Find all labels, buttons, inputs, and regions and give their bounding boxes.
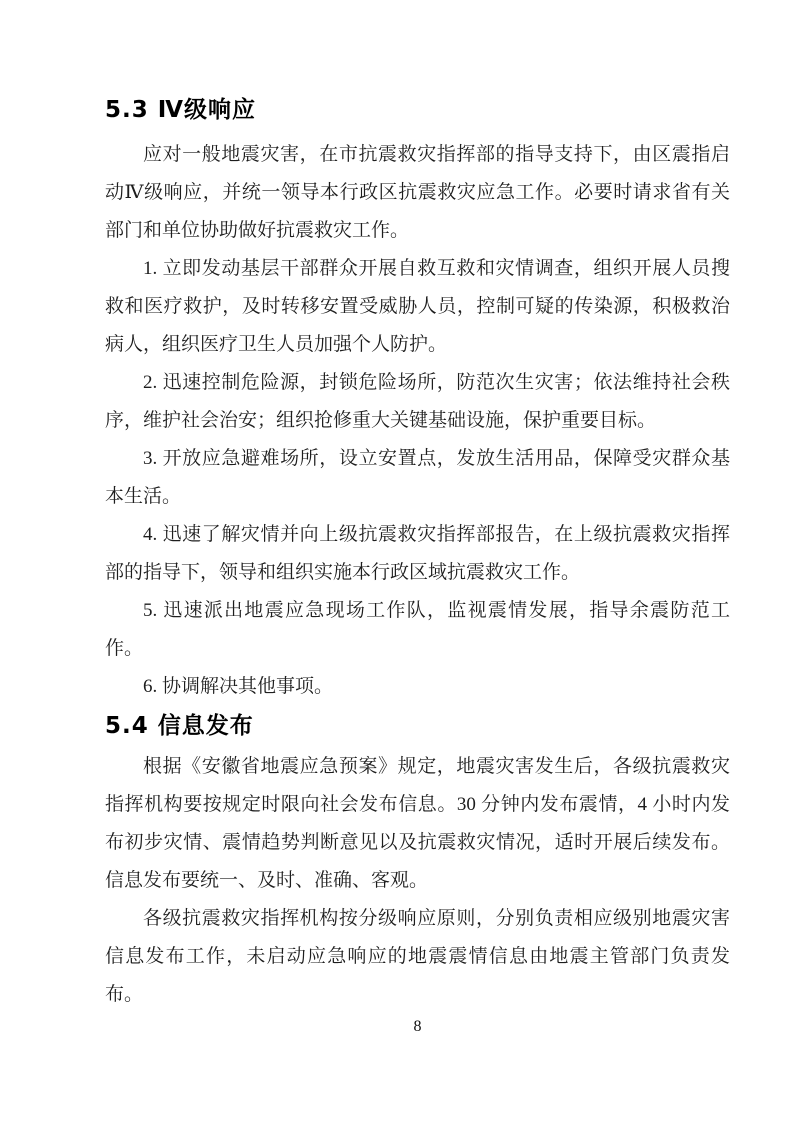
para-measure-1-rescue: 1. 立即发动基层干部群众开展自救互救和灾情调查，组织开展人员搜救和医疗救护，及时转移安置受威胁人员，控制可疑的传染源，积极救治病人，组织医疗卫生人员加强个人防护。	[105, 258, 730, 355]
page-number: 8	[413, 1018, 422, 1035]
page-content	[105, 92, 730, 1014]
para-measure-4-report: 4. 迅速了解灾情并向上级抗震救灾指挥部报告，在上级抗震救灾指挥部的指导下，领导和组织实施本行政区域抗震救灾工作。	[105, 524, 730, 583]
para-measure-3-shelter: 3. 开放应急避难场所，设立安置点，发放生活用品，保障受灾群众基本生活。	[105, 448, 730, 507]
para-level4-response-intro: 应对一般地震灾害，在市抗震救灾指挥部的指导支持下，由区震指启动Ⅳ级响应，并统一领导本行政区抗震救灾应急工作。必要时请求省有关部门和单位协助做好抗震救灾工作。	[105, 144, 730, 241]
para-info-release-timing: 根据《安徽省地震应急预案》规定，地震灾害发生后，各级抗震救灾指挥机构要按规定时限向社会发布信息。30 分钟内发布震情，4 小时内发布初步灾情、震情趋势判断意见以及抗震救灾情况，适时开展后续发布。信息发布要统一、及时、准确、客观。	[105, 756, 730, 891]
section-heading-info-release: 5.4 信息发布	[105, 713, 254, 739]
section-heading-level4-response: 5.3 Ⅳ级响应	[105, 97, 257, 123]
para-measure-6-other: 6. 协调解决其他事项。	[143, 676, 334, 697]
para-measure-5-field-team: 5. 迅速派出地震应急现场工作队，监视震情发展，指导余震防范工作。	[105, 600, 730, 659]
para-info-release-responsibility: 各级抗震救灾指挥机构按分级响应原则，分别负责相应级别地震灾害信息发布工作，未启动应急响应的地震震情信息由地震主管部门负责发布。	[105, 908, 730, 1005]
para-measure-2-hazard-control: 2. 迅速控制危险源，封锁危险场所，防范次生灾害；依法维持社会秩序，维护社会治安；组织抢修重大关键基础设施，保护重要目标。	[105, 372, 730, 431]
